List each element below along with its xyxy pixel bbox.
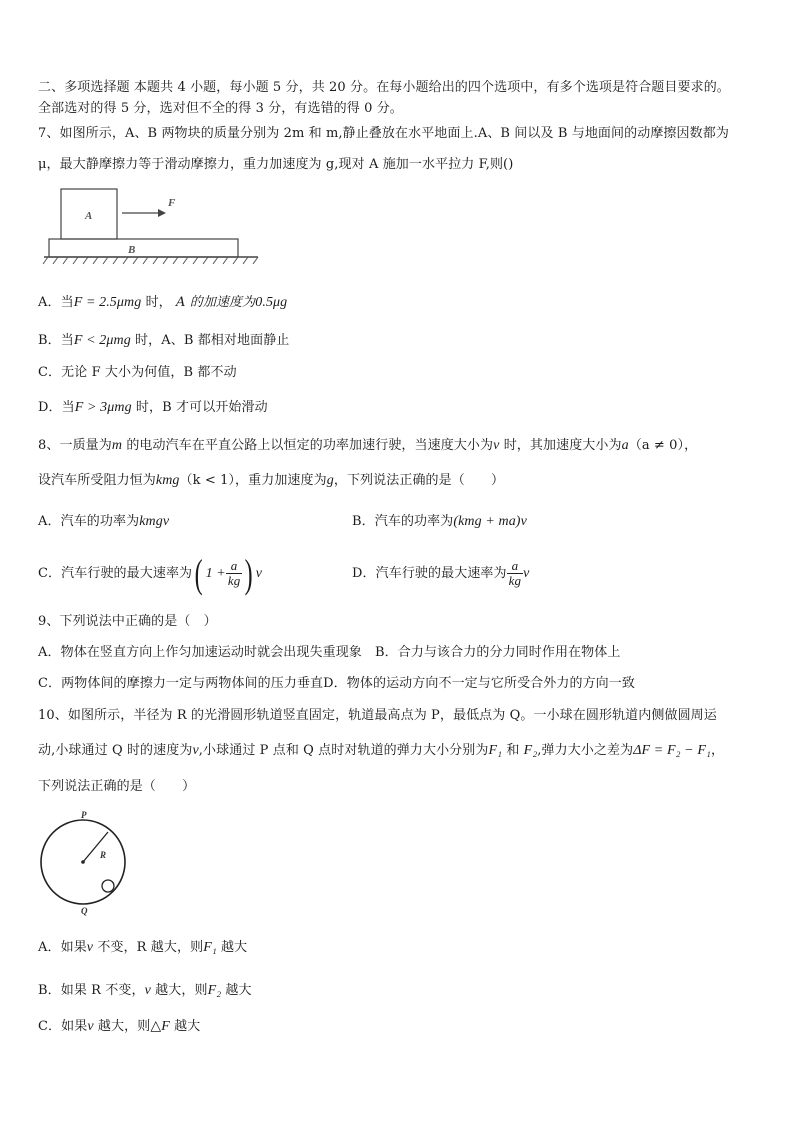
q8-stem-line2: 设汽车所受阻力恒为kmg（k < 1），重力加速度为g，下列说法正确的是（ ） (38, 473, 505, 488)
q8-stem-line1: 8、一质量为m 的电动汽车在平直公路上以恒定的功率加速行驶，当速度大小为v 时，其加速度大小为a（a ≠ 0）， (38, 438, 698, 453)
label-b: B (128, 244, 136, 256)
q10-stem-line3: 下列说法正确的是（ ） (38, 779, 196, 794)
q7-stem-line2: μ，最大静摩擦力等于滑动摩擦力，重力加速度为 g,现对 A 施加一水平拉力 F,则() (38, 157, 514, 172)
label-q: Q (81, 906, 88, 916)
q7-option-a: A．当F = 2.5μmg 时， A 的加速度为0.5μg (38, 295, 288, 310)
q10-option-c: C．如果v 越大，则△F 越大 (38, 1019, 201, 1034)
small-ball (102, 880, 114, 892)
q9-stem: 9、下列说法中正确的是（ ） (38, 614, 217, 629)
q7-stem-line1: 7、如图所示，A、B 两物块的质量分别为 2m 和 m,静止叠放在水平地面上.A、B 间以及 B 与地面间的动摩擦因数都为 (38, 126, 729, 141)
center-dot (81, 860, 85, 864)
q9-options-ab: A．物体在竖直方向上作匀加速运动时就会出现失重现象 B．合力与该合力的分力同时作用在物体上 (38, 645, 621, 660)
q8-option-d: D．汽车行驶的最大速率为 $\frac{a}{kg}$ v (352, 558, 530, 588)
ground-hatch (43, 257, 258, 264)
q7-option-b: B．当F < 2μmg 时，A、B 都相对地面静止 (38, 333, 290, 348)
q8-option-a: A．汽车的功率为kmgv (38, 514, 170, 529)
q10-stem-line1: 10、如图所示，半径为 R 的光滑圆形轨道竖直固定，轨道最高点为 P，最低点为 Q。一小球在圆形轨道内侧做圆周运 (38, 708, 717, 723)
q10-option-b: B．如果 R 不变，v 越大，则F₂ 越大 (38, 983, 252, 998)
q8-option-c: C．汽车行驶的最大速率为( 1 + $\frac{a}{kg}$ ) v (38, 550, 263, 596)
block-b (49, 239, 238, 257)
q8-option-b: B．汽车的功率为(kmg + ma)v (352, 514, 527, 529)
q8-options-cd (38, 552, 764, 596)
q8-options-ab (38, 512, 764, 532)
q8-option-c-fraction: $\frac{a}{kg}$ (227, 558, 241, 588)
section-heading-line2: 全部选对的得 5 分，选对但不全的得 3 分，有选错的得 0 分。 (38, 101, 403, 116)
section-heading-line1: 二、多项选择题 本题共 4 小题，每小题 5 分，共 20 分。在每小题给出的四个选项中，有多个选项是符合题目要求的。 (38, 80, 730, 95)
q10-circle-figure (36, 810, 136, 920)
label-a: A (85, 210, 93, 222)
q8-option-d-fraction: $\frac{a}{kg}$ (508, 558, 522, 588)
force-arrowhead (158, 209, 166, 217)
q7-option-d: D．当F > 3μmg 时，B 才可以开始滑动 (38, 400, 268, 415)
q7-option-c: C．无论 F 大小为何值，B 都不动 (38, 365, 237, 380)
label-p: P (81, 810, 87, 820)
q10-option-a: A．如果v 不变，R 越大，则F₁ 越大 (38, 940, 248, 955)
label-r: R (100, 850, 107, 860)
q9-options-cd: C．两物体间的摩擦力一定与两物体间的压力垂直D．物体的运动方向不一定与它所受合外力的方向一致 (38, 676, 635, 691)
q7-blocks-figure (40, 183, 265, 268)
q10-stem-line2: 动,小球通过 Q 时的速度为v,小球通过 P 点和 Q 点时对轨道的弹力大小分别为F₁ 和 F₂,弹力大小之差为ΔF = F₂ − F₁， (38, 743, 725, 758)
label-f: F (168, 197, 176, 209)
